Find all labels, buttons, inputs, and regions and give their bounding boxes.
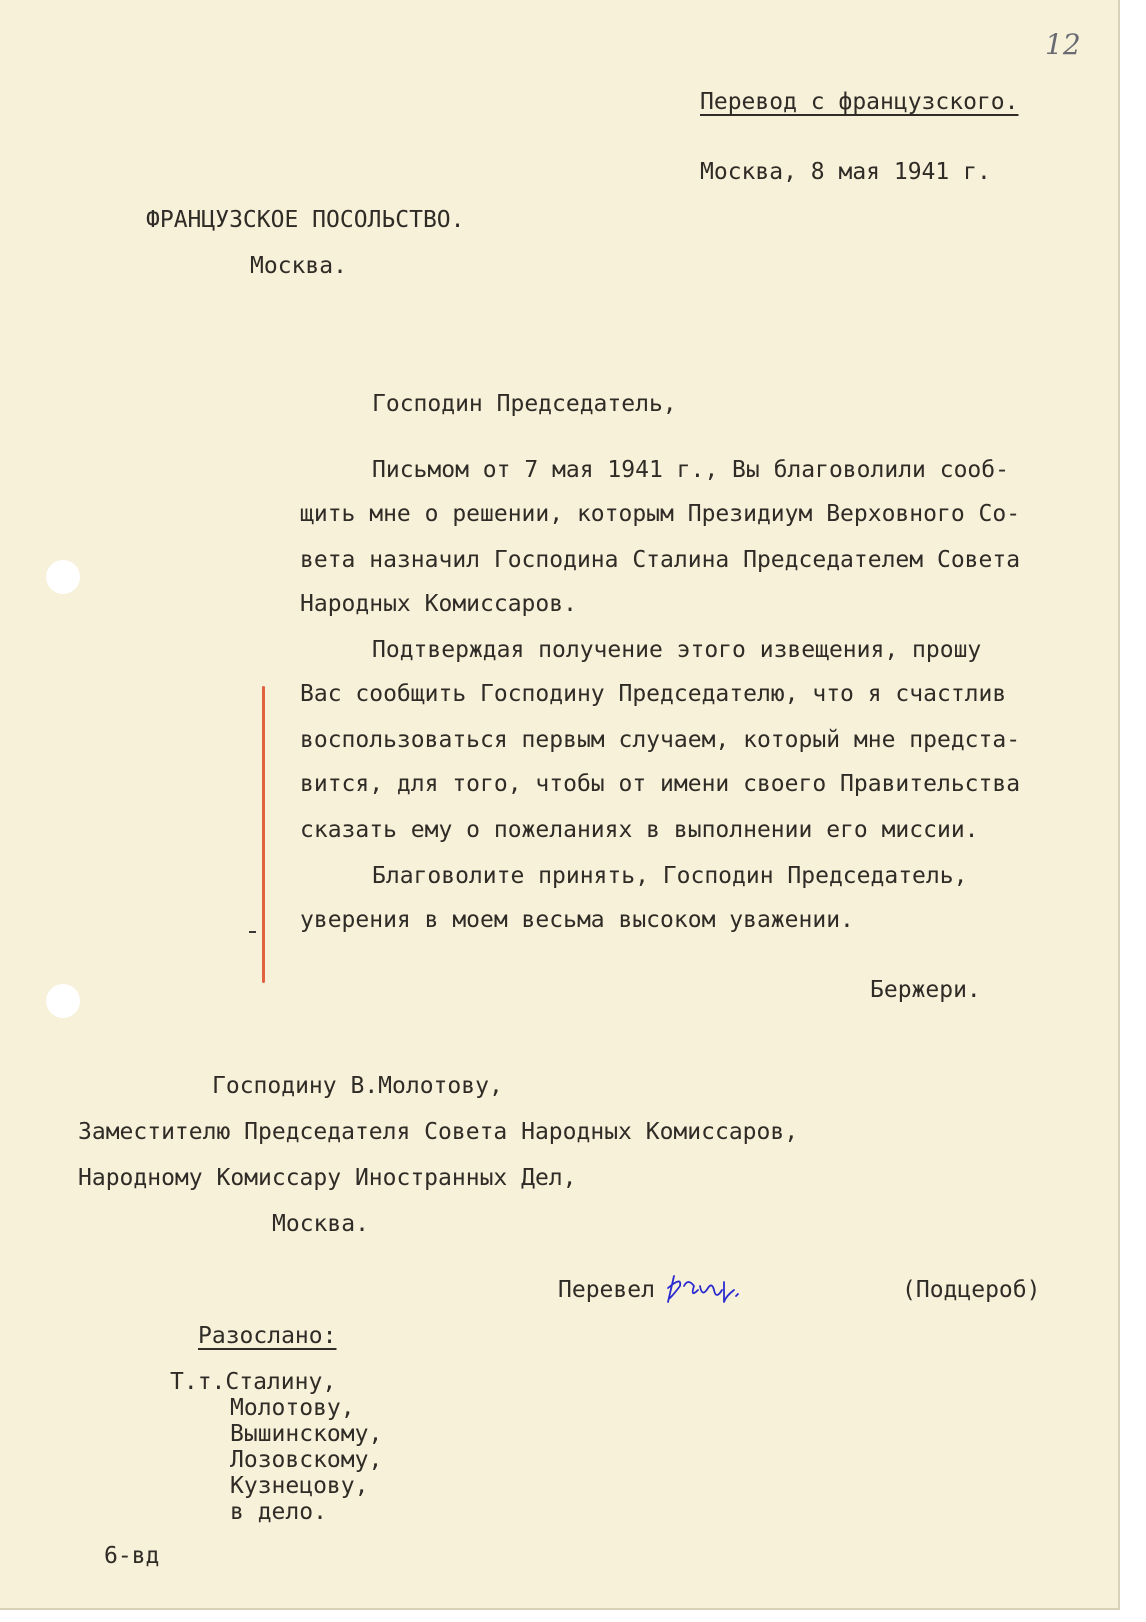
body-line: Письмом от 7 мая 1941 г., Вы благоволили сооб- <box>372 457 1009 483</box>
distribution-recipient: Т.т.Сталину, <box>170 1369 337 1395</box>
file-code: 6-вд <box>104 1543 160 1569</box>
addressee-line: Заместителю Председателя Совета Народных Комиссаров, <box>78 1119 799 1145</box>
body-line: уверения в моем весьма высоком уважении. <box>300 907 854 933</box>
translator-label: Перевел <box>558 1277 655 1303</box>
salutation: Господин Председатель, <box>372 391 677 417</box>
distribution-recipient: Молотову, <box>230 1395 355 1421</box>
margin-tick <box>249 931 256 933</box>
addressee-line: Народному Комиссару Иностранных Дел, <box>78 1165 577 1191</box>
punch-hole-top <box>46 560 80 594</box>
body-line: Вас сообщить Господину Председателю, что я счастлив <box>300 681 1007 707</box>
translator-name: (Подцероб) <box>902 1277 1041 1303</box>
body-line: щить мне о решении, которым Президиум Верховного Со- <box>300 501 1021 527</box>
distribution-recipient: Лозовскому, <box>230 1447 383 1473</box>
distribution-recipient: Вышинскому, <box>230 1421 383 1447</box>
distribution-recipient: Кузнецову, <box>230 1473 369 1499</box>
addressee-line: Господину В.Молотову, <box>212 1073 503 1099</box>
translation-note: Перевод с французского. <box>700 89 1019 115</box>
signature-name: Бержери. <box>870 977 981 1003</box>
body-line: вета назначил Господина Сталина Председателем Совета <box>300 547 1021 573</box>
body-line: Благоволите принять, Господин Председатель, <box>372 863 968 889</box>
body-line: сказать ему о пожеланиях в выполнении его миссии. <box>300 817 979 843</box>
sender-name: ФРАНЦУЗСКОЕ ПОСОЛЬСТВО. <box>146 207 465 233</box>
body-line: Народных Комиссаров. <box>300 591 577 617</box>
distribution-heading: Разослано: <box>198 1323 337 1349</box>
translator-signature <box>664 1272 746 1316</box>
body-line: Подтверждая получение этого извещения, прошу <box>372 637 982 663</box>
body-line: воспользоваться первым случаем, который мне предста- <box>300 727 1021 753</box>
addressee-line: Москва. <box>272 1211 369 1237</box>
punch-hole-bottom <box>46 984 80 1018</box>
distribution-recipient: в дело. <box>230 1499 327 1525</box>
margin-mark <box>262 686 265 983</box>
sender-city: Москва. <box>250 253 347 279</box>
date-line: Москва, 8 мая 1941 г. <box>700 159 991 185</box>
page-number: 12 <box>1045 28 1081 61</box>
body-line: вится, для того, чтобы от имени своего Правительства <box>300 771 1021 797</box>
